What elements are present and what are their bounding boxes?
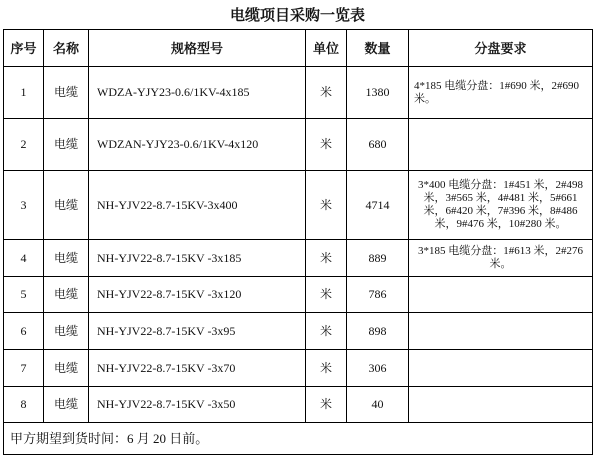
cell-qty: 1380 [347,67,409,119]
col-header-unit: 单位 [306,30,347,67]
cell-remark: 3*400 电缆分盘：1#451 米，2#498 米，3#565 米，4#481 米，5#661 米，6#420 米，7#396 米，8#486 米，9#476 米，10#280 米。 [409,171,593,240]
cell-qty: 4714 [347,171,409,240]
table-header-row [4,30,593,67]
cell-unit: 米 [306,67,347,119]
cell-name: 电缆 [44,313,89,350]
cell-qty: 306 [347,350,409,387]
cell-serial: 8 [4,387,44,423]
table-row [4,350,593,387]
cell-name: 电缆 [44,387,89,423]
cell-remark: 4*185 电缆分盘：1#690 米，2#690 米。 [409,67,593,119]
cell-unit: 米 [306,119,347,171]
procurement-table [3,29,593,455]
cell-spec: NH-YJV22-8.7-15KV -3x185 [89,240,306,277]
table-row [4,387,593,423]
cell-remark [409,313,593,350]
cell-spec: NH-YJV22-8.7-15KV -3x95 [89,313,306,350]
cell-name: 电缆 [44,350,89,387]
cell-name: 电缆 [44,240,89,277]
cell-spec: NH-YJV22-8.7-15KV -3x120 [89,277,306,313]
cell-spec: WDZA-YJY23-0.6/1KV-4x185 [89,67,306,119]
cell-serial: 2 [4,119,44,171]
cell-remark [409,350,593,387]
cell-qty: 680 [347,119,409,171]
cell-serial: 6 [4,313,44,350]
table-footer-row [4,423,593,455]
cell-qty: 898 [347,313,409,350]
cell-remark [409,119,593,171]
table-row [4,119,593,171]
cell-qty: 786 [347,277,409,313]
cell-spec: NH-YJV22-8.7-15KV -3x70 [89,350,306,387]
cell-spec: WDZAN-YJY23-0.6/1KV-4x120 [89,119,306,171]
cell-qty: 40 [347,387,409,423]
cell-serial: 4 [4,240,44,277]
page-title: 电缆项目采购一览表 [229,8,365,24]
table-row [4,171,593,240]
footer-note: 甲方期望到货时间：6 月 20 日前。 [4,423,593,455]
cell-serial: 5 [4,277,44,313]
cell-unit: 米 [306,240,347,277]
table-row [4,277,593,313]
col-header-name: 名称 [44,30,89,67]
col-header-qty: 数量 [347,30,409,67]
col-header-remark: 分盘要求 [409,30,593,67]
cell-unit: 米 [306,387,347,423]
cell-spec: NH-YJV22-8.7-15KV-3x400 [89,171,306,240]
cell-name: 电缆 [44,171,89,240]
cell-name: 电缆 [44,277,89,313]
cell-name: 电缆 [44,67,89,119]
cell-serial: 3 [4,171,44,240]
cell-unit: 米 [306,277,347,313]
cell-qty: 889 [347,240,409,277]
cell-remark [409,277,593,313]
cell-serial: 1 [4,67,44,119]
table-row [4,67,593,119]
cell-name: 电缆 [44,119,89,171]
cell-unit: 米 [306,350,347,387]
cell-spec: NH-YJV22-8.7-15KV -3x50 [89,387,306,423]
table-row [4,313,593,350]
cell-unit: 米 [306,171,347,240]
col-header-serial: 序号 [4,30,44,67]
col-header-spec: 规格型号 [89,30,306,67]
table-row [4,240,593,277]
cell-unit: 米 [306,313,347,350]
cell-serial: 7 [4,350,44,387]
cell-remark [409,387,593,423]
cell-remark: 3*185 电缆分盘：1#613 米，2#276 米。 [409,240,593,277]
